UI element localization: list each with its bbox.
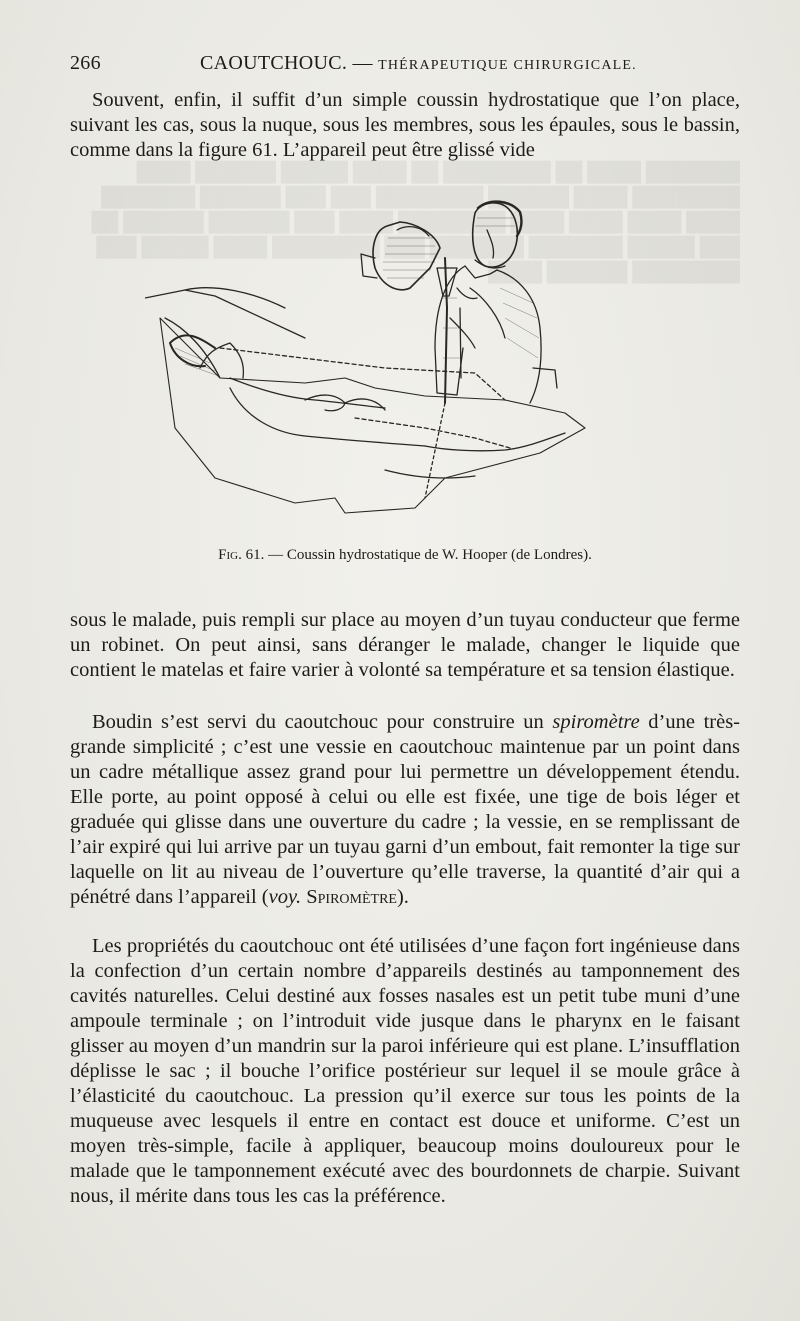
running-title-subtitle: THÉRAPEUTIQUE CHIRURGICALE. [378,58,637,73]
running-title-separator: — [347,52,379,74]
spirometer-text-start: Boudin s’est servi du caoutchouc pour construire un [92,711,553,733]
paragraph-continuation: sous le malade, puis rempli sur place au moyen d’un tuyau conducteur que ferme un robinet. On peut ainsi, sans déranger le malade, changer le liquide que contient le matelas et faire varier à volonté sa température et sa tension élastique. [70,609,740,681]
hooper-cushion-engraving [145,178,705,538]
cross-reference: Spiromètre [306,886,397,908]
paragraph-intro: Souvent, enfin, il suffit d’un simple coussin hydrostatique que l’on place, suivant les cas, sous la nuque, sous les membres, sous les épaules, sous le bassin, comme dans la figure 61. L’appareil peut être glissé vide [70,89,740,161]
running-title-main: CAOUTCHOUC. [200,52,348,74]
paragraph-spirometer [70,710,740,910]
running-title [200,52,637,75]
running-head [70,52,740,82]
page-number: 266 [70,52,101,74]
figure-label: Fig. 61. [218,547,265,563]
show-through-text: ███████ ████ ██ ████████ ██ ████ █████ ██████ ████ ████████ ████ ██████ ████████ ███ ███ ██████ ███████ ████ ████ ████ ████ ████████ ████ ███ ██████ ██████ ██ ███ █████ ███████ ███████ ███ ████████ ████ █████ ███ ████████ ██████ ████ [91,162,740,283]
spirometer-text-end: ). [396,886,409,908]
spirometer-text-body: d’une très-grande simplicité ; c’est une vessie en caoutchouc maintenue par un point dans un cadre métallique assez grand pour lui permettre un développement étendu. Elle porte, au point opposé à celui ou elle est fixée, une tige de bois léger et graduée qui glisse dans une ouverture du cadre ; la vessie, en se remplissant de l’air expiré qui lui arrive par un tuyau garni d’un embout, fait remonter la tige sur laquelle on lit au niveau de l’ouverture qu’elle traverse, la quantité d’air qui a pénétré dans l’appareil ( [70,711,740,908]
spirometer-term: spiromètre [552,711,640,733]
figure-caption [70,547,740,564]
paragraph-tamponnement: Les propriétés du caoutchouc ont été utilisées d’une façon fort ingénieuse dans la confection d’un certain nombre d’appareils destinés au tamponnement des cavités naturelles. Celui destiné aux fosses nasales est un petit tube muni d’une ampoule terminale ; on l’introduit vide jusque dans le pharynx en le faisant glisser au moyen d’un mandrin sur la paroi inférieure qui est plane. L’insufflation déplisse le sac ; il bouche l’orifice postérieur sur lequel il se moule grâce à l’élasticité du caoutchouc. La pression qu’il exerce sur tous les points de la muqueuse avec lesquels il entre en contact est douce et uniforme. C’est un moyen très-simple, facile à appliquer, beaucoup moins douloureux pour le malade que le tamponnement exécuté avec des bourdonnets de charpie. Suivant nous, il mérite dans tous les cas la préférence. [70,935,740,1207]
figure-61-illustration [145,178,705,538]
voy-abbrev: voy. [268,886,302,908]
figure-caption-text: — Coussin hydrostatique de W. Hooper (de Londres). [264,547,592,563]
